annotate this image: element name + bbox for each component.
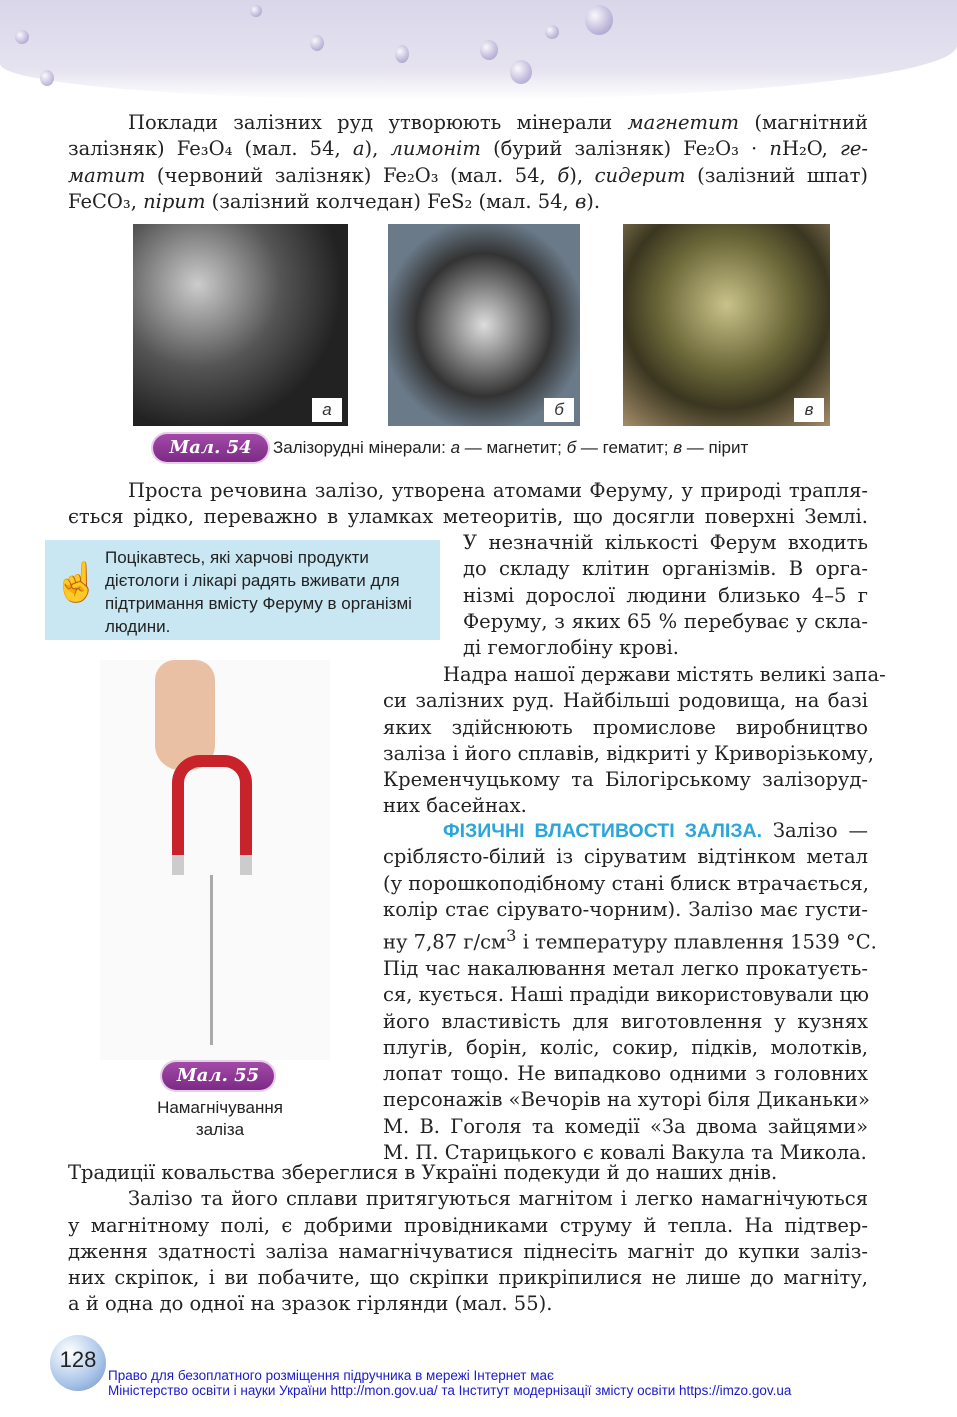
text-line: ся, кується. Наші прадіди використовували цю bbox=[383, 983, 869, 1007]
text-line: яких здійснюють промислове виробництво bbox=[383, 715, 868, 739]
label-b: б bbox=[544, 398, 574, 422]
text-line: залізняк) Fe₃O₄ (мал. 54, а), лимоніт (бурий залізняк) Fe₂O₃ · nH₂O, ге- bbox=[68, 137, 868, 161]
caption-line-1: Намагнічування bbox=[157, 1098, 283, 1117]
pointing-hand-icon: ☝ bbox=[53, 560, 101, 604]
image-hematite bbox=[388, 224, 580, 426]
footer-line-1: Право для безоплатного розміщення підручника в мережі Інтернет має bbox=[108, 1368, 554, 1383]
text-line: Традиції ковальства збереглися в Україні подекуди й до наших днів. bbox=[68, 1161, 778, 1184]
text-line: ну 7,87 $г/см^3$ і температуру плавлення 1539 °С. bbox=[383, 926, 877, 954]
footer-line-2: Міністерство освіти і науки України http://mon.gov.ua/ та Інститут модернізації змісту освіти https://imzo.gov.ua bbox=[108, 1383, 792, 1398]
callout-box bbox=[45, 540, 440, 640]
text-line: си залізних руд. Найбільші родовища, на базі bbox=[383, 689, 868, 713]
paragraph-physical-properties bbox=[383, 818, 877, 1166]
text-line: у магнітному полі, є добрими провідниками струму й тепла. На підтвер- bbox=[68, 1213, 868, 1237]
figure-54-badge: Мал. 54 bbox=[153, 434, 268, 462]
text-line: нізмі дорослої людини близько 4–5 г bbox=[463, 583, 868, 607]
text-line: Під час накалювання метал легко прокатуєть- bbox=[383, 956, 868, 980]
paragraph-ukraine-ores bbox=[383, 662, 886, 820]
figure-55-badge: Мал. 55 bbox=[162, 1062, 274, 1090]
text-line: лопат тощо. Не випадково одними з головних bbox=[383, 1062, 868, 1086]
text-line: них скріпок, і ви побачите, що скріпки прикріпилися не лише до магніту, bbox=[68, 1266, 868, 1290]
header-decoration bbox=[0, 0, 957, 100]
label-a: а bbox=[312, 398, 342, 422]
text-line: FeCO₃, пірит (залізний колчедан) FeS₂ (мал. 54, в). bbox=[68, 189, 601, 213]
image-magnet-hand bbox=[100, 660, 330, 1060]
text-line: Проста речовина залізо, утворена атомами Феруму, у природі трапля- bbox=[128, 479, 868, 502]
page-number: 128 bbox=[50, 1335, 106, 1391]
text-line: персонажів «Вечорів на хуторі біля Диканьки» bbox=[383, 1088, 870, 1112]
footer-notice bbox=[108, 1368, 791, 1398]
text-line: М. В. Гоголя та комедії «За двома зайцями» bbox=[383, 1114, 868, 1138]
text-line: Надра нашої держави містять великі запа- bbox=[443, 663, 886, 686]
text-line: Поклади залізних руд утворюють мінерали магнетит (магнітний bbox=[128, 111, 869, 134]
callout-text: Поцікавтесь, які харчові продукти дієтологи і лікарі радять вживати для підтримання вмісту Феруму в організмі людини. bbox=[105, 548, 412, 636]
text-line: Феруму, з яких 65 % перебуває у скла- bbox=[463, 609, 868, 633]
text-line: них басейнах. bbox=[383, 794, 527, 818]
paragraph-iron-organisms bbox=[463, 530, 868, 661]
caption-line-2: заліза bbox=[195, 1120, 245, 1139]
figure-55-caption bbox=[120, 1097, 320, 1141]
text-line: до складу клітин організмів. В орга- bbox=[463, 557, 868, 581]
text-line: Кременчуцькому та Білогірському залізоруд- bbox=[383, 768, 868, 792]
text-line: заліза і його сплавів, відкриті у Криворізькому, bbox=[383, 741, 875, 765]
text-line: ється рідко, переважно в уламках метеоритів, що досягли поверхні Землі. bbox=[68, 505, 868, 529]
text-line: його властивість для виготовлення у кузнях bbox=[383, 1009, 868, 1033]
text-line: сріблясто-білий із сіруватим відтінком метал bbox=[383, 845, 868, 869]
text-line: а й одна до одної на зразок гірлянди (мал. 55). bbox=[68, 1292, 553, 1316]
text-line: ді гемоглобіну крові. bbox=[463, 636, 679, 660]
text-line: Залізо та його сплави притягуються магнітом і легко намагнічуються bbox=[128, 1187, 868, 1211]
image-pyrite bbox=[623, 224, 830, 426]
text-line: колір стає сірувато-чорним). Залізо має густи- bbox=[383, 897, 868, 921]
text-line: ФІЗИЧНІ ВЛАСТИВОСТІ ЗАЛІЗА. Залізо — bbox=[443, 819, 868, 842]
figure-54-caption: Залізорудні мінерали: а — магнетит; б — гематит; в — пірит bbox=[273, 438, 749, 457]
paragraph-iron-nature bbox=[68, 478, 868, 531]
label-v: в bbox=[794, 398, 824, 422]
image-magnetite bbox=[133, 224, 348, 426]
text-line: матит (червоний залізняк) Fe₂O₃ (мал. 54, б), сидерит (залізний шпат) bbox=[68, 163, 868, 187]
text-line: плугів, борін, коліс, сокир, підків, молотків, bbox=[383, 1035, 868, 1059]
text-line: М. П. Старицького є ковалі Вакула та Микола. bbox=[383, 1141, 867, 1165]
text-line: У незначній кількості Ферум входить bbox=[463, 531, 868, 554]
text-line: (у порошкоподібному стані блиск втрачається, bbox=[383, 871, 869, 895]
text-line: дження здатності заліза намагнічуватися піднесіть магніт до купки заліз- bbox=[68, 1239, 868, 1263]
paragraph-iron-ores bbox=[68, 110, 868, 215]
paragraph-magnetism bbox=[68, 1160, 868, 1318]
